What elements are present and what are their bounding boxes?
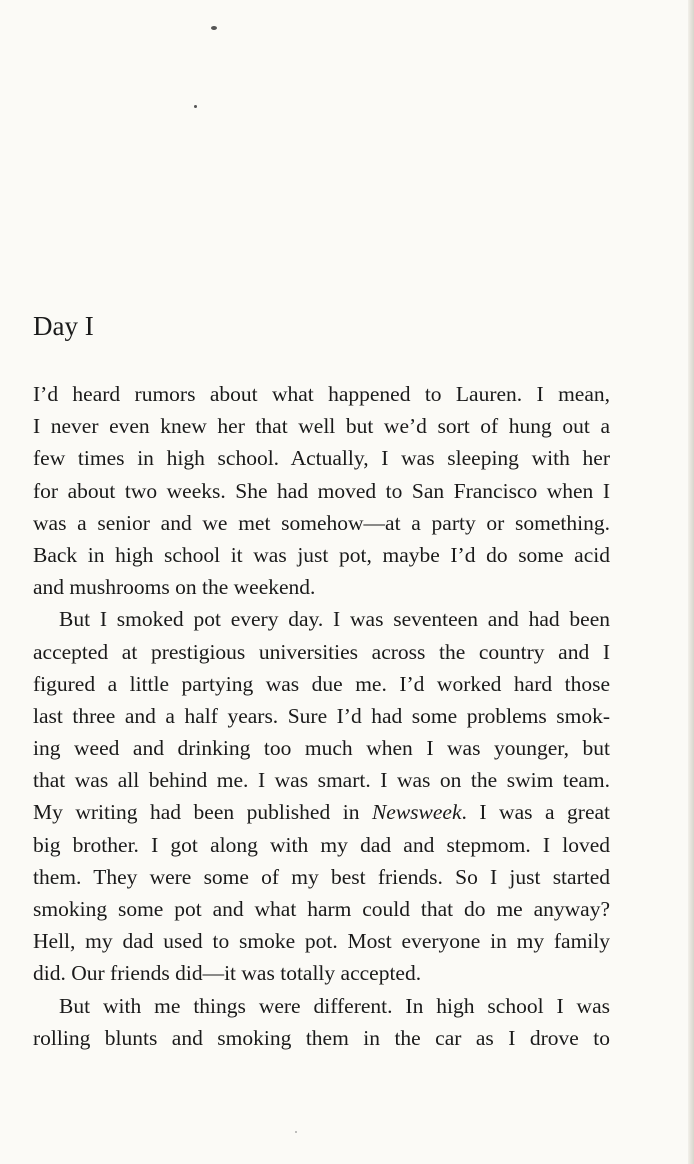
text-segment: . I was a great — [461, 800, 611, 825]
text-line: big brother. I got along with my dad and stepmom. I loved — [33, 832, 610, 857]
text-line: and mushrooms on the weekend. — [33, 575, 316, 600]
text-line: rolling blunts and smoking them in the car as I drove to — [33, 1025, 610, 1050]
text-line: I’d heard rumors about what happened to Lauren. I mean, — [33, 382, 610, 406]
ink-speck — [211, 26, 217, 30]
ink-speck — [295, 1131, 297, 1133]
text-line-italic — [33, 796, 610, 828]
text-line: last three and a half years. Sure I’d had some problems smok- — [33, 703, 610, 728]
text-line: few times in high school. Actually, I was sleeping with her — [33, 446, 610, 471]
text-line: that was all behind me. I was smart. I was on the swim team. — [33, 768, 610, 793]
text-line: figured a little partying was due me. I’d worked hard those — [33, 671, 610, 696]
chapter-title — [33, 306, 94, 346]
text-line: But I smoked pot every day. I was seventeen and had been — [59, 607, 610, 632]
text-line: smoking some pot and what harm could that do me anyway? — [33, 897, 610, 921]
text-segment: My writing had been published in — [33, 800, 372, 825]
text-line: did. Our friends did—it was totally accepted. — [33, 961, 422, 986]
chapter-number: I — [84, 311, 94, 341]
text-line: was a senior and we met somehow—at a party or something. — [33, 510, 610, 535]
text-line: Hell, my dad used to smoke pot. Most everyone in my family — [33, 929, 610, 954]
text-line: But with me things were different. In high school I was — [59, 993, 610, 1018]
text-line: I never even knew her that well but we’d sort of hung out a — [33, 414, 610, 439]
body-text — [33, 378, 610, 1054]
text-line: ing weed and drinking too much when I was younger, but — [33, 736, 610, 761]
text-line: them. They were some of my best friends. So I just started — [33, 864, 610, 889]
publication-title: Newsweek — [371, 800, 462, 825]
text-line: Back in high school it was just pot, maybe I’d do some acid — [33, 542, 610, 567]
ink-speck — [194, 105, 197, 108]
page-edge — [688, 0, 694, 1164]
text-line: for about two weeks. She had moved to San Francisco when I — [33, 478, 610, 503]
text-line: accepted at prestigious universities across the country and I — [33, 639, 610, 664]
chapter-title-word: Day — [33, 311, 78, 341]
